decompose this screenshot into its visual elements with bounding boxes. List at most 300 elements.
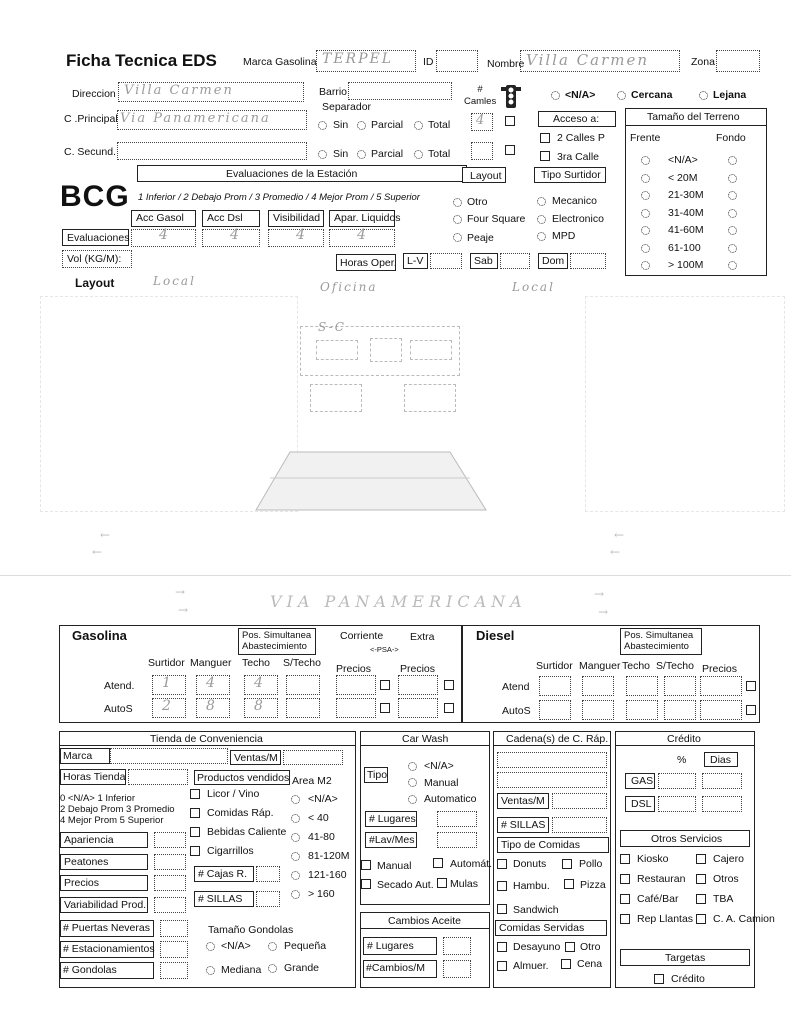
gasolina-pos-title: Pos. Simultanea Abastecimiento: [242, 630, 312, 652]
secund-field[interactable]: [117, 142, 307, 160]
arrow-left-2: ←: [92, 545, 105, 559]
surtidor-mecanico-label: Mecanico: [552, 195, 597, 207]
terreno-fondo-radio[interactable]: [728, 261, 737, 270]
camles-label: # Camles: [464, 84, 497, 107]
direccion-label: Direccion: [72, 88, 116, 100]
rating-field[interactable]: [154, 854, 186, 870]
corriente-label: Corriente: [340, 630, 384, 642]
credito-dsl-label: DSL: [631, 798, 652, 810]
area-radio[interactable]: [291, 890, 300, 899]
gasolina-col-label: Manguer: [190, 657, 232, 669]
cadena-almuer-label: Almuer.: [513, 960, 549, 972]
carwash-automat-check[interactable]: [433, 858, 443, 868]
id-field[interactable]: [436, 50, 478, 72]
carwash-manual-radio[interactable]: [408, 778, 417, 787]
tienda-scale-1: 0 <N/A> 1 Inferior: [60, 793, 135, 804]
producto-label: Bebidas Caliente: [207, 826, 287, 838]
cadena-ventas-field[interactable]: [552, 793, 607, 809]
gondola-grande-radio[interactable]: [268, 964, 277, 973]
gondolas-title: Tamaño Gondolas: [208, 924, 294, 936]
day-dom-field[interactable]: [570, 253, 606, 269]
surtidor-electronico-label: Electronico: [552, 213, 604, 225]
cadena-field-2[interactable]: [497, 772, 607, 788]
diesel-precio-check[interactable]: [746, 705, 756, 715]
tienda-title: Tienda de Conveniencia: [150, 733, 263, 745]
acceso-2calles-check[interactable]: [540, 133, 550, 143]
cadena-sillas-field[interactable]: [552, 817, 607, 833]
fondo-label: Fondo: [716, 132, 746, 144]
eval-value: 4: [357, 227, 368, 243]
carwash-tipo-label: Tipo: [367, 769, 388, 781]
gondola-grande-label: Grande: [284, 962, 320, 974]
otros-check[interactable]: [620, 854, 630, 864]
rating-label: Variabilidad Prod.: [64, 898, 147, 911]
sep2-total-label: Total: [428, 148, 451, 160]
gondola-na-label: <N/A>: [221, 940, 251, 952]
otros-label: Café/Bar: [637, 893, 679, 905]
terreno-frente-radio[interactable]: [641, 226, 650, 235]
camles-value: 4: [476, 113, 487, 128]
sketch-pump-1: [316, 340, 358, 360]
gasolina-cell-value: 8: [206, 698, 217, 714]
proximity-na-label: <N/A>: [565, 89, 596, 101]
producto-check[interactable]: [190, 846, 200, 856]
psa-label: <-PSA->: [370, 645, 399, 654]
diesel-col-label: Techo: [622, 660, 651, 672]
carwash-title: Car Wash: [402, 733, 449, 745]
hand-note-oficina: Oficina: [320, 280, 378, 294]
cadena-sillas-label: # SILLAS: [501, 819, 546, 831]
sketch-canopy-drawing: [250, 448, 490, 518]
cajas-field[interactable]: [256, 866, 280, 882]
proximity-na-radio[interactable]: [551, 91, 560, 100]
nombre-value: Villa Carmen: [526, 51, 650, 69]
principal-label: C .Principal: [64, 113, 118, 125]
rating-field[interactable]: [154, 832, 186, 848]
gasolina-cell-value: 2: [162, 698, 173, 714]
acceso-3racalle-label: 3ra Calle: [557, 151, 600, 163]
area-label: > 160: [308, 888, 335, 900]
diesel-row-label: Atend: [502, 681, 530, 693]
terreno-frente-radio[interactable]: [641, 261, 650, 270]
evaluaciones-label: Evaluaciones: [67, 232, 130, 244]
gondola-na-radio[interactable]: [206, 942, 215, 951]
rating-label: Peatones: [64, 855, 109, 868]
arrow-left-4: ←: [610, 545, 623, 559]
rating-field[interactable]: [154, 897, 186, 913]
cadena-hambu-check[interactable]: [497, 881, 507, 891]
proximity-lejana-radio[interactable]: [699, 91, 708, 100]
terreno-frente-radio[interactable]: [641, 156, 650, 165]
zona-field[interactable]: [716, 50, 760, 72]
proximity-cercana-radio[interactable]: [617, 91, 626, 100]
sep1-parcial-label: Parcial: [371, 119, 404, 131]
camles2-field[interactable]: [471, 142, 493, 160]
cadena-sandwich-label: Sandwich: [513, 904, 559, 916]
gasolina-precio-check-1[interactable]: [380, 703, 390, 713]
cadena-ventas-label: Ventas/M: [501, 795, 545, 807]
extra-label: Extra: [410, 631, 435, 643]
carwash-mulas-check-label: Mulas: [450, 878, 479, 890]
gasolina-precio-check-2[interactable]: [444, 703, 454, 713]
sep2-parcial-radio[interactable]: [357, 150, 366, 159]
carwash-secado-check-label: Secado Aut.: [377, 879, 434, 891]
terreno-size-label: 41-60M: [668, 224, 704, 236]
cambios-lugares-label: # Lugares: [367, 940, 414, 952]
sep1-sin-radio[interactable]: [318, 121, 327, 130]
cadena-pollo-check[interactable]: [562, 859, 572, 869]
gasolina-precio-check-1[interactable]: [380, 680, 390, 690]
cambios-title: Cambios Aceite: [388, 915, 461, 927]
gasolina-col-label: Surtidor: [148, 657, 185, 669]
area-radio[interactable]: [291, 795, 300, 804]
carwash-auto-radio[interactable]: [408, 795, 417, 804]
otros-check[interactable]: [696, 894, 706, 904]
area-label: 121-160: [308, 869, 347, 881]
cadena-donuts-label: Donuts: [513, 858, 547, 870]
area-label: <N/A>: [308, 793, 338, 805]
otros-check[interactable]: [620, 914, 630, 924]
cadena-title: Cadena(s) de C. Ráp.: [506, 733, 609, 745]
carwash-lugares-label: # Lugares: [369, 813, 416, 825]
arrow-right-2: →: [178, 603, 191, 617]
cajas-label: # Cajas R.: [198, 868, 248, 880]
evaluaciones-scale: 1 Inferior / 2 Debajo Prom / 3 Promedio / 4 Mejor Prom / 5 Superior: [138, 192, 420, 203]
otros-title: Otros Servicios: [651, 833, 723, 845]
rating-label: Apariencia: [64, 834, 114, 846]
gondola-mediana-label: Mediana: [221, 964, 262, 976]
area-label: 81-120M: [308, 850, 350, 862]
terreno-size-label: 21-30M: [668, 189, 704, 201]
cadena-field-1[interactable]: [497, 752, 607, 768]
arrow-left-1: ←: [100, 528, 113, 542]
diesel-row-label: AutoS: [502, 705, 531, 717]
carwash-manual-check[interactable]: [361, 860, 371, 870]
diesel-precio-field[interactable]: [700, 676, 742, 696]
secund-label: C. Secund.: [64, 146, 116, 158]
marca-label: Marca Gasolina: [243, 56, 317, 68]
credito-dias-label: Dias: [710, 754, 732, 766]
cadena-cena-label: Cena: [577, 958, 603, 970]
sketch-island: [370, 338, 402, 362]
sep2-sin-radio[interactable]: [318, 150, 327, 159]
carwash-lugares-field[interactable]: [437, 811, 477, 827]
otros-label: Kiosko: [637, 853, 669, 865]
surtidor-mpd-radio[interactable]: [537, 232, 546, 241]
id-label: ID: [423, 56, 434, 68]
carwash-manual-check-label: Manual: [377, 860, 412, 872]
sketch-pump-4: [404, 384, 456, 412]
eval-value: 4: [296, 227, 307, 243]
credito-gas-dias-field[interactable]: [702, 773, 742, 789]
eval-column-label: Visibilidad: [273, 212, 321, 224]
area-radio[interactable]: [291, 833, 300, 842]
cadena-hambu-label: Hambu.: [513, 880, 550, 892]
diesel-col-label: S/Techo: [656, 660, 694, 672]
bcg-logo: BCG: [60, 180, 130, 213]
sep2-total-radio[interactable]: [414, 150, 423, 159]
terreno-frente-radio[interactable]: [641, 209, 650, 218]
arrow-right-4: →: [598, 605, 611, 619]
arrow-right-3: →: [594, 587, 607, 601]
layout-label: Layout: [75, 276, 115, 290]
surtidor-mpd-label: MPD: [552, 230, 576, 242]
tienda-marca-field[interactable]: [110, 748, 228, 764]
terreno-frente-radio[interactable]: [641, 191, 650, 200]
eval-value: 4: [230, 227, 241, 243]
tienda-sillas-field[interactable]: [256, 891, 280, 907]
gasolina-cell-value: 1: [162, 675, 173, 691]
cadena-tipo-label: Tipo de Comidas: [501, 839, 580, 851]
diesel-precio-check[interactable]: [746, 681, 756, 691]
count-field[interactable]: [160, 941, 188, 958]
layout-otro-radio[interactable]: [453, 198, 462, 207]
carwash-mulas-check[interactable]: [437, 878, 447, 888]
sep2-parcial-label: Parcial: [371, 148, 404, 160]
gasolina-cell-value: 4: [206, 675, 217, 691]
gondola-pequena-radio[interactable]: [268, 942, 277, 951]
tienda-sillas-label: # SILLAS: [198, 893, 243, 905]
producto-check[interactable]: [190, 827, 200, 837]
otros-check[interactable]: [696, 914, 706, 924]
cadena-donuts-check[interactable]: [497, 859, 507, 869]
otros-label: Rep Llantas: [637, 913, 694, 925]
area-radio[interactable]: [291, 871, 300, 880]
principal-value: Via Panamericana: [120, 111, 271, 126]
sketch-pump-2: [410, 340, 452, 360]
cadena-almuer-check[interactable]: [497, 961, 507, 971]
barrio-label: Barrio: [319, 86, 348, 98]
gasolina-col-label: Techo: [242, 657, 271, 669]
day-lv-field[interactable]: [430, 253, 462, 269]
sep1-parcial-radio[interactable]: [357, 121, 366, 130]
separador-label: Separador: [322, 101, 372, 113]
diesel-cell[interactable]: [539, 700, 571, 720]
tienda-horas-field[interactable]: [128, 769, 188, 785]
gasolina-precio-corriente[interactable]: [336, 698, 376, 718]
camles2-check[interactable]: [505, 145, 515, 155]
credito-pct-label: %: [677, 754, 687, 766]
gasolina-precio-corriente[interactable]: [336, 675, 376, 695]
producto-check[interactable]: [190, 789, 200, 799]
terreno-fondo-radio[interactable]: [728, 226, 737, 235]
day-sab-field[interactable]: [500, 253, 530, 269]
terreno-frente-radio[interactable]: [641, 174, 650, 183]
sketch-pump-3: [310, 384, 362, 412]
diesel-cell[interactable]: [626, 676, 658, 696]
arrow-right-1: →: [175, 585, 188, 599]
diesel-precio-field[interactable]: [700, 700, 742, 720]
gondola-mediana-radio[interactable]: [206, 966, 215, 975]
diesel-cell[interactable]: [626, 700, 658, 720]
otros-check[interactable]: [696, 874, 706, 884]
camles-check[interactable]: [505, 116, 515, 126]
productos-label: Productos vendidos: [197, 772, 290, 784]
otros-check[interactable]: [620, 894, 630, 904]
layout-title: Layout: [470, 170, 502, 182]
terreno-fondo-radio[interactable]: [728, 156, 737, 165]
gasolina-precio-extra[interactable]: [398, 698, 438, 718]
gasolina-row-label: AutoS: [104, 703, 133, 715]
diesel-cell[interactable]: [582, 676, 614, 696]
marca-value: TERPEL: [322, 51, 394, 67]
zona-label: Zona: [691, 56, 715, 68]
surtidor-title: Tipo Surtidor: [541, 169, 601, 181]
credito-dsl-dias-field[interactable]: [702, 796, 742, 812]
frente-label: Frente: [630, 132, 661, 144]
carwash-na-label: <N/A>: [424, 760, 454, 772]
terreno-fondo-radio[interactable]: [728, 244, 737, 253]
cadena-pizza-check[interactable]: [564, 879, 574, 889]
traffic-light-icon: [500, 84, 522, 110]
day-sab-label: Sab: [474, 255, 493, 267]
area-label: Area M2: [292, 775, 332, 787]
count-label: # Puertas Neveras: [63, 922, 150, 934]
terreno-size-label: 61-100: [668, 241, 701, 254]
cambios-lugares-field[interactable]: [443, 937, 471, 955]
hand-note-local-left: Local: [153, 274, 196, 288]
acceso-title: Acceso a:: [553, 113, 600, 125]
carwash-lav-field[interactable]: [437, 832, 477, 848]
tienda-ventas-field[interactable]: [283, 750, 343, 765]
cadena-sandwich-check[interactable]: [497, 904, 507, 914]
layout-foursquare-radio[interactable]: [453, 215, 462, 224]
eval-column-label: Acc Gasol: [136, 212, 184, 224]
layout-peaje-radio[interactable]: [453, 233, 462, 242]
proximity-cercana-label: Cercana: [631, 89, 673, 101]
producto-label: Licor / Vino: [207, 788, 260, 800]
horas-label: Horas Oper.: [340, 257, 397, 269]
otros-label: Restauran: [637, 873, 686, 885]
area-radio[interactable]: [291, 814, 300, 823]
day-lv-label: L-V: [407, 255, 424, 267]
surtidor-electronico-radio[interactable]: [537, 215, 546, 224]
otros-label: Otros: [713, 873, 739, 885]
sep1-total-radio[interactable]: [414, 121, 423, 130]
proximity-lejana-label: Lejana: [713, 89, 747, 101]
sketch-right-building: [585, 296, 785, 512]
targetas-title: Targetas: [665, 952, 706, 964]
rating-label: Precios: [64, 877, 100, 889]
otros-label: TBA: [713, 893, 734, 905]
diesel-cell[interactable]: [539, 676, 571, 696]
area-radio[interactable]: [291, 852, 300, 861]
carwash-manual-label: Manual: [424, 777, 459, 789]
count-field[interactable]: [160, 962, 188, 979]
terreno-fondo-radio[interactable]: [728, 191, 737, 200]
layout-foursquare-label: Four Square: [467, 213, 526, 225]
carwash-lav-label: #Lav/Mes: [369, 834, 415, 846]
cambios-cambios-field[interactable]: [443, 960, 471, 978]
count-label: # Gondolas: [63, 964, 117, 976]
cadena-otro-check[interactable]: [565, 942, 575, 952]
diesel-pos-title: Pos. Simultanea Abastecimiento: [624, 630, 694, 652]
terreno-frente-radio[interactable]: [641, 244, 650, 253]
barrio-field[interactable]: [348, 82, 452, 100]
producto-check[interactable]: [190, 808, 200, 818]
otros-label: Cajero: [713, 853, 744, 865]
nombre-label: Nombre: [487, 58, 525, 70]
diesel-col-label: Surtidor: [536, 660, 573, 672]
hand-note-local-right: Local: [512, 280, 555, 294]
credito-check-label: Crédito: [671, 973, 705, 985]
tienda-horas-label: Horas Tienda: [63, 771, 126, 783]
tienda-marca-label: Marca: [63, 750, 93, 762]
carwash-secado-check[interactable]: [361, 879, 371, 889]
diesel-col-label: Manguer: [579, 660, 621, 672]
tienda-scale-2: 2 Debajo Prom 3 Promedio: [60, 804, 175, 815]
acceso-3racalle-check[interactable]: [540, 151, 550, 161]
cadena-desayuno-label: Desayuno: [513, 941, 561, 953]
gasolina-title: Gasolina: [72, 628, 127, 643]
gasolina-col-label: S/Techo: [283, 657, 321, 669]
diesel-precios: Precios: [702, 663, 738, 675]
credito-title: Crédito: [667, 733, 701, 745]
layout-otro-label: Otro: [467, 196, 488, 208]
otros-check[interactable]: [620, 874, 630, 884]
gasolina-precio-check-2[interactable]: [444, 680, 454, 690]
otros-label: C. A. Camion: [713, 913, 775, 925]
sep1-total-label: Total: [428, 119, 451, 131]
surtidor-mecanico-radio[interactable]: [537, 197, 546, 206]
area-label: < 40: [308, 812, 329, 824]
count-field[interactable]: [160, 920, 188, 937]
acceso-2calles-label: 2 Calles P: [557, 132, 605, 144]
diesel-title: Diesel: [476, 628, 515, 643]
sketch-label: S-C: [318, 320, 346, 334]
credito-gas-pct-field[interactable]: [658, 773, 696, 789]
carwash-na-radio[interactable]: [408, 762, 417, 771]
arrow-left-3: ←: [614, 528, 627, 542]
carwash-auto-label: Automatico: [424, 793, 477, 805]
terreno-fondo-radio[interactable]: [728, 174, 737, 183]
road-divider: [0, 575, 791, 576]
terreno-size-label: > 100M: [668, 259, 704, 271]
cadena-desayuno-check[interactable]: [497, 942, 507, 952]
gasolina-cell[interactable]: [286, 698, 320, 718]
direccion-value: Villa Carmen: [124, 83, 234, 98]
sep1-sin-label: Sin: [333, 119, 349, 131]
cadena-cena-check[interactable]: [561, 959, 571, 969]
cadena-otro-label: Otro: [580, 941, 601, 953]
credito-check[interactable]: [654, 974, 664, 984]
credito-dsl-pct-field[interactable]: [658, 796, 696, 812]
rating-field[interactable]: [154, 875, 186, 891]
area-label: 41-80: [308, 831, 335, 843]
terreno-fondo-radio[interactable]: [728, 209, 737, 218]
sep2-sin-label: Sin: [333, 148, 349, 160]
terreno-size-label: <N/A>: [668, 154, 698, 166]
gasolina-cell[interactable]: [286, 675, 320, 695]
layout-peaje-label: Peaje: [467, 232, 494, 244]
gasolina-precios-1: Precios: [336, 663, 372, 675]
diesel-cell[interactable]: [582, 700, 614, 720]
diesel-cell[interactable]: [664, 676, 696, 696]
gondola-pequena-label: Pequeña: [284, 940, 327, 952]
otros-check[interactable]: [696, 854, 706, 864]
tienda-scale-3: 4 Mejor Prom 5 Superior: [60, 815, 164, 826]
producto-label: Cigarrillos: [207, 845, 254, 857]
diesel-cell[interactable]: [664, 700, 696, 720]
gasolina-precios-2: Precios: [400, 663, 436, 675]
carwash-automat-check-label: Automát.: [450, 858, 493, 870]
terreno-title: Tamaño del Terreno: [647, 111, 740, 123]
cadena-pizza-label: Pizza: [580, 879, 606, 891]
gasolina-precio-extra[interactable]: [398, 675, 438, 695]
vol-label: Vol (KG/M):: [67, 253, 122, 265]
gasolina-row-label: Atend.: [104, 680, 135, 692]
credito-gas-label: GAS: [631, 775, 654, 787]
